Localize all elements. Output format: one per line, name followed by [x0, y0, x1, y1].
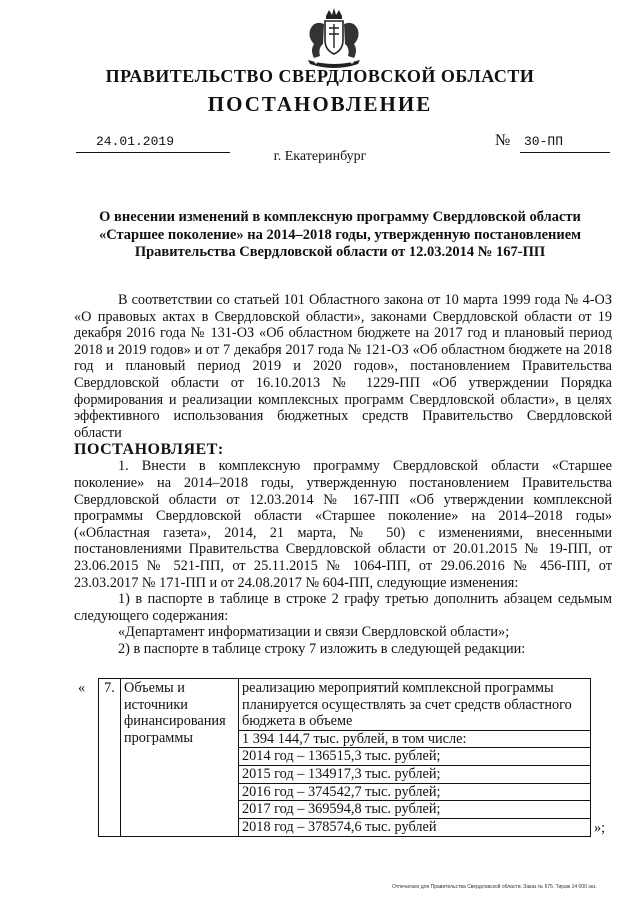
row-label: Объемы и источники финансирования программы: [121, 679, 239, 837]
row-number: 7.: [99, 679, 121, 837]
content-line: 1 394 144,7 тыс. рублей, в том числе:: [239, 730, 590, 748]
content-line: 2015 год – 134917,3 тыс. рублей;: [239, 765, 590, 783]
number-label: №: [495, 132, 511, 149]
organization-name: ПРАВИТЕЛЬСТВО СВЕРДЛОВСКОЙ ОБЛАСТИ: [105, 66, 535, 86]
document-type: ПОСТАНОВЛЕНИЕ: [207, 92, 433, 116]
table-row: [99, 679, 591, 837]
content-line: реализацию мероприятий комплексной программы планируется осуществлять за счет средств областного бюджета в объеме: [242, 680, 572, 730]
document-date: 24.01.2019: [76, 134, 230, 153]
city: г. Екатеринбург: [273, 149, 367, 164]
row-content: [239, 679, 591, 837]
preamble-paragraph: В соответствии со статьей 101 Областного закона от 10 марта 1999 года № 4-ОЗ «О правовых актах в Свердловской области», законами Свердловской области от 19 декабря 2016 года № 131-ОЗ «Об областном бюджете на 2017 год и плановый период 2018 и 2019 годов» и от 7 декабря 2017 года № 121-ОЗ «Об областном бюджете на 2018 год и плановый период 2019 и 2020 годов», постановлением Правительства Свердловской области от 16.10.2013 № 1229-ПП «Об утверждении Порядка формирования и реализации комплексных программ Свердловской области», в целях эффективного использования бюджетных средств Правительство Свердловской области: [74, 292, 612, 441]
item-1-paragraph: 1. Внести в комплексную программу Свердловской области «Старшее поколение» на 2014–2018 годы, утвержденную постановлением Правительства Свердловской области от 12.03.2014 № 167-ПП «Об утверждении комплексной программы Свердловской области «Старшее поколение» на 2014–2018 годы» («Областная газета», 2014, 21 марта, № 50) с изменениями, внесенными постановлениями Правительства Свердловской области от 20.01.2015 № 19-ПП, от 23.06.2015 № 521-ПП, от 25.11.2015 № 1064-ПП, от 29.06.2016 № 456-ПП, от 23.03.2017 № 171-ПП и от 24.08.2017 № 604-ПП, следующие изменения:: [74, 458, 612, 591]
title-line: О внесении изменений в комплексную программу Свердловской области: [99, 209, 581, 225]
subitem-2-paragraph: 2) в паспорте в таблице строку 7 изложить в следующей редакции:: [118, 640, 526, 657]
content-line: 2016 год – 374542,7 тыс. рублей;: [239, 783, 590, 801]
document-body: [74, 292, 612, 657]
subitem-1-quote: «Департамент информатизации и связи Свердловской области»;: [118, 624, 510, 641]
title-line: «Старшее поколение» на 2014–2018 годы, утвержденную постановлением: [98, 226, 582, 243]
passport-table: [98, 678, 591, 837]
quote-open: «: [78, 680, 86, 696]
content-line: 2018 год – 378574,6 тыс. рублей: [239, 818, 590, 836]
quote-close: »;: [594, 820, 606, 836]
print-note: Отпечатано для Правительства Свердловской области. Заказ № 675. Тираж 14 000 экз.: [392, 884, 597, 890]
subitem-1-paragraph: 1) в паспорте в таблице в строке 2 графу третью дополнить абзацем седьмым следующего содержания:: [74, 591, 612, 624]
content-line: 2014 год – 136515,3 тыс. рублей;: [239, 747, 590, 765]
content-line: 2017 год – 369594,8 тыс. рублей;: [239, 800, 590, 818]
document-title: [70, 209, 610, 262]
document-number: 30-ПП: [520, 134, 610, 153]
coat-of-arms-icon: [296, 6, 372, 72]
resolve-heading: ПОСТАНОВЛЯЕТ:: [74, 441, 224, 459]
title-line: Правительства Свердловской области от 12.03.2014 № 167-ПП: [134, 244, 546, 260]
